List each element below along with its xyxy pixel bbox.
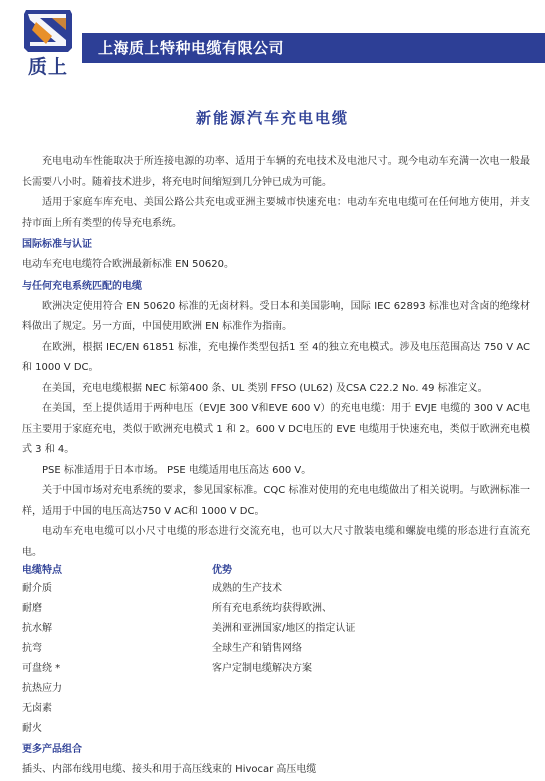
company-name: 上海质上特种电缆有限公司 [98,39,285,57]
logo-text: 质上 [27,56,68,78]
feature-item: 耐火 [22,723,42,734]
intro-paragraph: 充电电动车性能取决于所连接电源的功率、适用于车辆的充电技术及电池尺寸。现今电动车充满一次电一般最长需要八小时。随着技术进步，将充电时间缩短到几分钟已成为可能。 [22,156,530,188]
advantage-item: 美洲和亚洲国家/地区的指定认证 [212,623,356,634]
features-column [22,563,212,739]
feature-item: 耐介质 [22,583,52,594]
document-body [22,152,530,781]
advantages-column [212,563,402,739]
more-products-text: 插头、内部布线用电缆、接头和用于高压线束的 Hivocar 高压电缆 [22,764,317,775]
match-heading: 与任何充电系统匹配的电缆 [22,280,142,292]
feature-item: 可盘绕 * [22,663,61,674]
company-logo [22,8,74,54]
advantage-item: 所有充电系统均获得欧洲、 [212,603,332,614]
feature-item: 抗弯 [22,643,42,654]
advantage-item: 成熟的生产技术 [212,583,282,594]
advantages-heading: 优势 [212,565,232,576]
feature-lists [22,563,530,739]
page-title: 新能源汽车充电电缆 [195,109,349,127]
features-heading: 电缆特点 [22,565,62,576]
match-paragraph: 在欧洲，根据 IEC/EN 61851 标准，充电操作类型包括1 至 4的独立充电模式。涉及电压范围高达 750 V AC 和 1000 V DC。 [22,341,530,373]
feature-item: 抗热应力 [22,683,62,694]
match-paragraph: PSE 标准适用于日本市场。 PSE 电缆适用电压高达 600 V。 [42,464,312,476]
match-paragraph: 关于中国市场对充电系统的要求，参见国家标准。CQC 标准对使用的充电电缆做出了相关说明。与欧洲标准一样，适用于中国的电压高达750 V AC和 1000 V DC。 [22,485,530,517]
feature-item: 耐磨 [22,603,42,614]
standards-heading: 国际标准与认证 [22,239,92,250]
match-paragraph: 在美国，充电电缆根据 NEC 标第400 条、UL 类别 FFSO (UL62) 及CSA C22.2 No. 49 标准定义。 [42,382,488,394]
intro-paragraph: 适用于家庭车库充电、美国公路公共充电或亚洲主要城市快速充电：电动车充电电缆可在任何地方使用，并支持市面上所有类型的传导充电系统。 [22,197,530,229]
more-products-heading: 更多产品组合 [22,744,82,755]
match-paragraph: 欧洲决定使用符合 EN 50620 标准的无卤材料。受日本和美国影响，国际 IEC 62893 标准也对含卤的绝缘材料做出了规定。另一方面，中国使用欧洲 EN 标准作为指南。 [22,300,530,332]
advantage-item: 客户定制电缆解决方案 [212,663,312,674]
standards-text: 电动车充电电缆符合欧洲最新标准 EN 50620。 [22,259,234,270]
feature-item: 抗水解 [22,623,52,634]
feature-item: 无卤素 [22,703,52,714]
match-paragraph: 电动车充电电缆可以小尺寸电缆的形态进行交流充电，也可以大尺寸散装电缆和螺旋电缆的形态进行直流充电。 [22,526,530,558]
advantage-item: 全球生产和销售网络 [212,643,302,654]
header-banner [82,33,545,63]
match-paragraph: 在美国，至上提供适用于两种电压（EVJE 300 V和EVE 600 V）的充电电缆：用于 EVJE 电缆的 300 V AC电压主要用于家庭充电，类似于欧洲充电模式 1 和 2。600 V DC电压的 EVE 电缆用于快速充电，类似于欧洲充电模式 3 和 4。 [22,403,530,455]
